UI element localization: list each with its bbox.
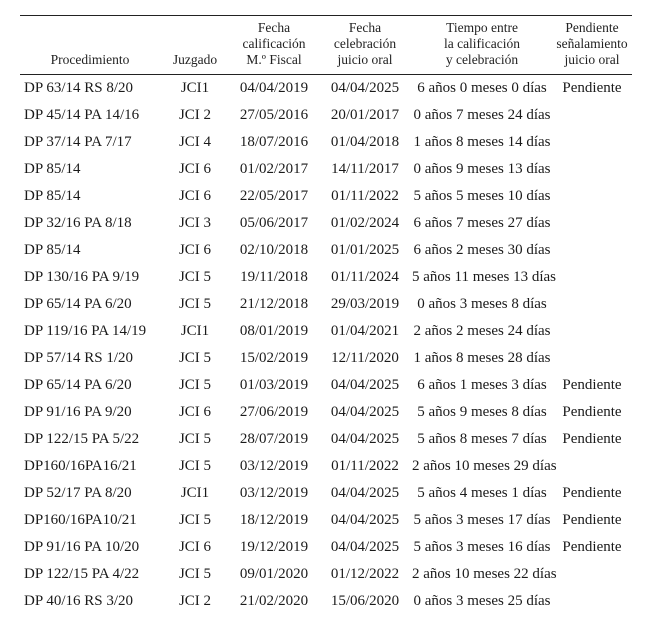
tiempo-cell: 0 años 9 meses 13 días <box>413 161 551 177</box>
pendiente-cell: Pendiente <box>562 431 622 447</box>
fecha-calificacion-cell: 27/05/2016 <box>239 107 309 123</box>
pendiente-cell <box>552 318 632 345</box>
procedimiento-cell: DP 85/14 <box>24 188 81 204</box>
tiempo-cell: 6 años 1 meses 3 días <box>417 377 547 393</box>
fecha-calificacion-cell: 15/02/2019 <box>239 350 309 366</box>
table-row <box>20 237 632 264</box>
header-fecha-calificacion: Fecha calificación M.º Fiscal <box>230 16 318 75</box>
fecha-calificacion-cell: 05/06/2017 <box>239 215 309 231</box>
tiempo-cell: 5 años 11 meses 13 días <box>412 269 557 285</box>
fecha-calificacion-cell: 09/01/2020 <box>239 566 309 582</box>
juzgado-cell: JCI 5 <box>178 512 212 528</box>
fecha-celebracion-cell: 15/06/2020 <box>330 593 400 609</box>
table-row <box>20 588 632 615</box>
juzgado-cell: JCI 5 <box>178 350 212 366</box>
fecha-celebracion-cell: 01/12/2022 <box>330 566 400 582</box>
pendiente-cell <box>552 264 632 291</box>
table-row <box>20 291 632 318</box>
tiempo-cell: 1 años 8 meses 28 días <box>413 350 551 366</box>
procedimiento-cell: DP 65/14 PA 6/20 <box>24 296 132 312</box>
fecha-celebracion-cell: 04/04/2025 <box>330 431 400 447</box>
pendiente-cell: Pendiente <box>562 80 622 96</box>
pendiente-cell: Pendiente <box>562 404 622 420</box>
fecha-celebracion-cell: 01/11/2022 <box>331 458 399 474</box>
fecha-calificacion-cell: 27/06/2019 <box>239 404 309 420</box>
procedimiento-cell: DP 32/16 PA 8/18 <box>24 215 132 231</box>
procedimiento-cell: DP 122/15 PA 4/22 <box>24 566 140 582</box>
tiempo-cell: 5 años 3 meses 16 días <box>413 539 551 555</box>
pendiente-cell <box>552 183 632 210</box>
tiempo-cell: 5 años 4 meses 1 días <box>417 485 547 501</box>
tiempo-cell: 2 años 10 meses 22 días <box>412 566 557 582</box>
header-procedimiento: Procedimiento <box>20 16 160 75</box>
juzgado-cell: JCI 5 <box>178 458 212 474</box>
juzgado-cell: JCI 5 <box>178 269 212 285</box>
table-row <box>20 156 632 183</box>
juzgado-cell: JCI 6 <box>178 539 212 555</box>
procedimiento-cell: DP 40/16 RS 3/20 <box>24 593 134 609</box>
juzgado-cell: JCI 6 <box>178 161 212 177</box>
fecha-celebracion-cell: 04/04/2025 <box>330 512 400 528</box>
fecha-celebracion-cell: 01/04/2021 <box>330 323 400 339</box>
tiempo-cell: 5 años 5 meses 10 días <box>413 188 551 204</box>
fecha-calificacion-cell: 19/11/2018 <box>240 269 308 285</box>
fecha-celebracion-cell: 01/04/2018 <box>330 134 400 150</box>
header-juzgado: Juzgado <box>160 16 230 75</box>
fecha-celebracion-cell: 04/04/2025 <box>330 377 400 393</box>
juzgado-cell: JCI 5 <box>178 431 212 447</box>
procedimiento-cell: DP 52/17 PA 8/20 <box>24 485 132 501</box>
fecha-calificacion-cell: 02/10/2018 <box>239 242 309 258</box>
pendiente-cell <box>552 345 632 372</box>
header-tiempo: Tiempo entre la calificación y celebración <box>412 16 552 75</box>
juzgado-cell: JCI 5 <box>178 377 212 393</box>
fecha-calificacion-cell: 21/12/2018 <box>239 296 309 312</box>
pendiente-cell <box>552 291 632 318</box>
table-row <box>20 561 632 588</box>
header-fecha-celebracion: Fecha celebración juicio oral <box>318 16 412 75</box>
tiempo-cell: 6 años 2 meses 30 días <box>413 242 551 258</box>
fecha-calificacion-cell: 22/05/2017 <box>239 188 309 204</box>
table-row <box>20 453 632 480</box>
tiempo-cell: 0 años 3 meses 8 días <box>417 296 547 312</box>
procedimiento-cell: DP 119/16 PA 14/19 <box>24 323 147 339</box>
juzgado-cell: JCI 5 <box>178 566 212 582</box>
procedimiento-cell: DP 91/16 PA 9/20 <box>24 404 132 420</box>
pendiente-cell: Pendiente <box>562 539 622 555</box>
tiempo-cell: 2 años 2 meses 24 días <box>413 323 551 339</box>
juzgado-cell: JCI 3 <box>178 215 212 231</box>
cases-table <box>20 15 632 615</box>
table-row <box>20 480 632 507</box>
header-pendiente: Pendiente señalamiento juicio oral <box>552 16 632 75</box>
fecha-calificacion-cell: 18/07/2016 <box>239 134 309 150</box>
pendiente-cell <box>552 210 632 237</box>
fecha-celebracion-cell: 20/01/2017 <box>330 107 400 123</box>
pendiente-cell <box>552 237 632 264</box>
procedimiento-cell: DP 130/16 PA 9/19 <box>24 269 140 285</box>
pendiente-cell <box>552 561 632 588</box>
table-row <box>20 372 632 399</box>
pendiente-cell <box>552 588 632 615</box>
fecha-celebracion-cell: 01/11/2022 <box>331 188 399 204</box>
tiempo-cell: 0 años 3 meses 25 días <box>413 593 551 609</box>
pendiente-cell: Pendiente <box>562 377 622 393</box>
procedimiento-cell: DP 65/14 PA 6/20 <box>24 377 132 393</box>
tiempo-cell: 6 años 7 meses 27 días <box>413 215 551 231</box>
pendiente-cell <box>552 156 632 183</box>
table-row <box>20 129 632 156</box>
fecha-calificacion-cell: 21/02/2020 <box>239 593 309 609</box>
pendiente-cell <box>552 453 632 480</box>
procedimiento-cell: DP 85/14 <box>24 161 81 177</box>
table-header <box>20 16 632 75</box>
table-row <box>20 426 632 453</box>
fecha-calificacion-cell: 19/12/2019 <box>239 539 309 555</box>
table-row <box>20 183 632 210</box>
table-row <box>20 75 632 103</box>
table-body <box>20 75 632 616</box>
procedimiento-cell: DP160/16PA10/21 <box>24 512 137 528</box>
table-row <box>20 345 632 372</box>
table-row <box>20 210 632 237</box>
juzgado-cell: JCI 6 <box>178 404 212 420</box>
fecha-calificacion-cell: 03/12/2019 <box>239 458 309 474</box>
tiempo-cell: 5 años 3 meses 17 días <box>413 512 551 528</box>
fecha-calificacion-cell: 18/12/2019 <box>239 512 309 528</box>
juzgado-cell: JCI 6 <box>178 188 212 204</box>
procedimiento-cell: DP 37/14 PA 7/17 <box>24 134 132 150</box>
pendiente-cell <box>552 129 632 156</box>
table-row <box>20 102 632 129</box>
fecha-calificacion-cell: 01/03/2019 <box>239 377 309 393</box>
fecha-celebracion-cell: 04/04/2025 <box>330 485 400 501</box>
tiempo-cell: 0 años 7 meses 24 días <box>413 107 551 123</box>
juzgado-cell: JCI1 <box>180 485 210 501</box>
tiempo-cell: 6 años 0 meses 0 días <box>417 80 547 96</box>
procedimiento-cell: DP 45/14 PA 14/16 <box>24 107 140 123</box>
fecha-celebracion-cell: 01/11/2024 <box>331 269 399 285</box>
fecha-celebracion-cell: 29/03/2019 <box>330 296 400 312</box>
juzgado-cell: JCI 2 <box>178 107 212 123</box>
fecha-celebracion-cell: 01/02/2024 <box>330 215 400 231</box>
fecha-celebracion-cell: 04/04/2025 <box>330 539 400 555</box>
fecha-calificacion-cell: 01/02/2017 <box>239 161 309 177</box>
pendiente-cell: Pendiente <box>562 485 622 501</box>
fecha-calificacion-cell: 03/12/2019 <box>239 485 309 501</box>
juzgado-cell: JCI 2 <box>178 593 212 609</box>
table-row <box>20 534 632 561</box>
procedimiento-cell: DP160/16PA16/21 <box>24 458 137 474</box>
procedimiento-cell: DP 91/16 PA 10/20 <box>24 539 140 555</box>
table-row <box>20 318 632 345</box>
fecha-celebracion-cell: 01/01/2025 <box>330 242 400 258</box>
juzgado-cell: JCI1 <box>180 323 210 339</box>
tiempo-cell: 5 años 9 meses 8 días <box>417 404 547 420</box>
procedimiento-cell: DP 85/14 <box>24 242 81 258</box>
table-row <box>20 264 632 291</box>
procedimiento-cell: DP 63/14 RS 8/20 <box>24 80 134 96</box>
table-row <box>20 507 632 534</box>
fecha-celebracion-cell: 14/11/2017 <box>331 161 399 177</box>
pendiente-cell: Pendiente <box>562 512 622 528</box>
fecha-calificacion-cell: 28/07/2019 <box>239 431 309 447</box>
procedimiento-cell: DP 122/15 PA 5/22 <box>24 431 140 447</box>
fecha-celebracion-cell: 12/11/2020 <box>331 350 399 366</box>
fecha-celebracion-cell: 04/04/2025 <box>330 404 400 420</box>
fecha-celebracion-cell: 04/04/2025 <box>330 80 400 96</box>
pendiente-cell <box>552 102 632 129</box>
juzgado-cell: JCI 6 <box>178 242 212 258</box>
tiempo-cell: 5 años 8 meses 7 días <box>417 431 547 447</box>
tiempo-cell: 1 años 8 meses 14 días <box>413 134 551 150</box>
tiempo-cell: 2 años 10 meses 29 días <box>412 458 557 474</box>
juzgado-cell: JCI 5 <box>178 296 212 312</box>
fecha-calificacion-cell: 08/01/2019 <box>239 323 309 339</box>
juzgado-cell: JCI1 <box>180 80 210 96</box>
fecha-calificacion-cell: 04/04/2019 <box>239 80 309 96</box>
procedimiento-cell: DP 57/14 RS 1/20 <box>24 350 134 366</box>
juzgado-cell: JCI 4 <box>178 134 212 150</box>
table-row <box>20 399 632 426</box>
